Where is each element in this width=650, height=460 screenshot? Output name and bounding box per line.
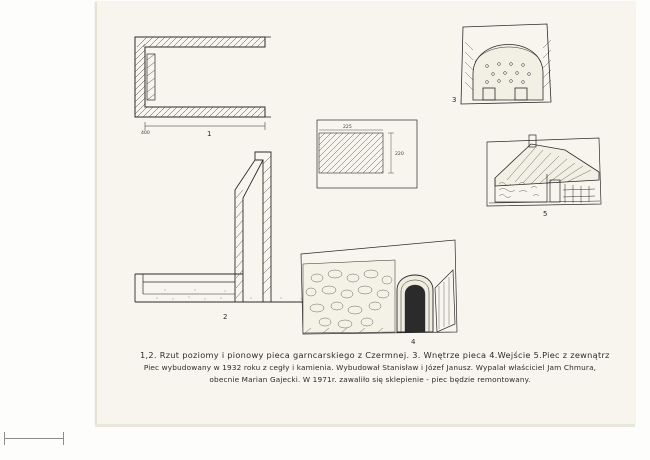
figure-3-interior — [452, 24, 551, 104]
ruler-baseline — [4, 438, 64, 439]
caption-line-2: Piec wybudowany w 1932 roku z cegły i kamienia. Wybudował Stanisław i Józef Janusz. Wypalał właściciel Jam Chmura, — [143, 363, 597, 372]
ruler-tick — [4, 432, 5, 445]
ruler-tick — [63, 432, 64, 445]
figure-2a-dimension-220: 220 — [395, 152, 404, 157]
figure-2-number: 2 — [223, 313, 228, 321]
plate-caption — [140, 349, 610, 386]
figure-4-number: 4 — [411, 338, 416, 346]
figure-5-exterior — [487, 135, 601, 218]
scan-ruler — [0, 428, 90, 458]
figure-2a-dimension-225: 225 — [343, 125, 352, 130]
figure-4-entrance — [301, 240, 457, 346]
caption-line-3: obecnie Marian Gajecki. W 1971r. zawaliło się sklepienie - piec będzie remontowany. — [209, 375, 531, 384]
figure-2-section — [135, 152, 331, 321]
figure-1-number: 1 — [207, 130, 212, 138]
caption-line-1: 1,2. Rzut poziomy i pionowy pieca garncarskiego z Czermnej. 3. Wnętrze pieca 4.Wejście 5.Piec z zewnątrz — [140, 350, 610, 360]
figure-5-number: 5 — [543, 210, 548, 218]
figure-1-dimension-400: 400 — [141, 131, 150, 136]
figure-1-plan — [135, 37, 271, 138]
figure-2a-section-detail — [317, 120, 417, 188]
figure-3-number: 3 — [452, 96, 457, 104]
